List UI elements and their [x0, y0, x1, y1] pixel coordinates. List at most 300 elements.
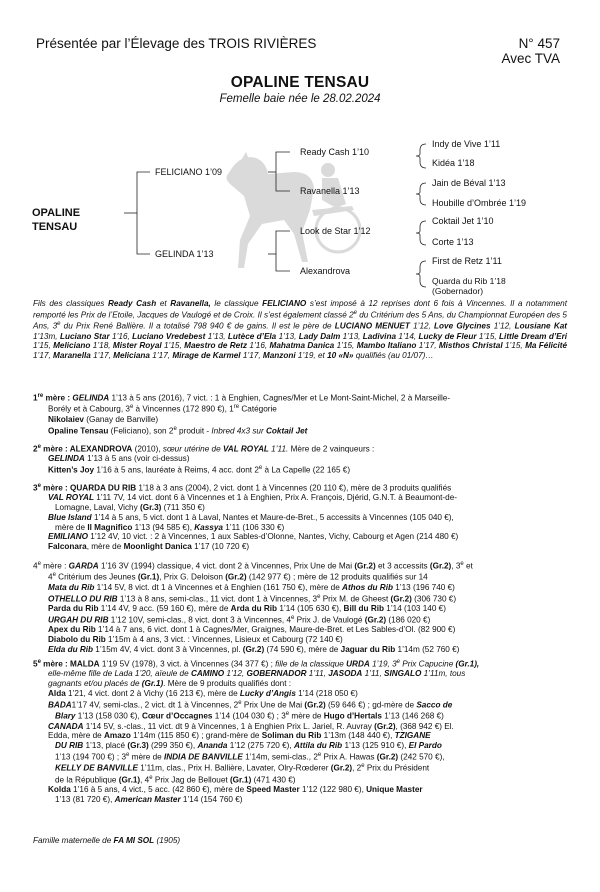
dam-line — [33, 614, 567, 625]
text-run: Prix Jag de Bellouet — [152, 775, 230, 785]
text-run: (Gr.2) — [374, 721, 396, 731]
text-run: mère : QUARDA DU RIB — [40, 483, 137, 493]
text-run: mère : ALEXANDROVA — [40, 444, 133, 454]
text-run: American Master — [114, 795, 181, 805]
text-run: Lomagne, Laval, Vichy — [55, 503, 140, 513]
text-run: (306 730 €) — [411, 594, 457, 604]
text-run: OTHELLO DU RIB — [48, 594, 118, 604]
text-run: 1’14 5V, s.-clas., 11 vict. dt 9 à Vincennes, 1 à Enghien Prix L. Jariel, R. Auvray — [83, 721, 375, 731]
dam-line — [33, 403, 567, 414]
text-run: qualifiés (au 01/07)… — [353, 351, 434, 361]
text-run: 1’12 (275 720 €), — [227, 741, 294, 751]
text-run: 2 — [33, 444, 38, 454]
text-run: , (368 942 €) El. — [395, 721, 454, 731]
horse-subtitle: Femelle baie née le 28.02.2024 — [219, 93, 381, 105]
text-run: 1’17, — [33, 351, 54, 361]
text-run: Mahatma Danica — [269, 341, 335, 351]
text-run: Mambo Italiano — [356, 341, 417, 351]
text-run: 1’11. — [268, 444, 289, 454]
text-run: 1’12 (122 980 €), — [299, 785, 367, 795]
text-run: (Gr.2) — [242, 644, 265, 654]
text-run: , 3 — [451, 561, 461, 571]
text-run: 1’13 à 5 ans (2016), 7 vict. : 1 à Enghien, Cagnes/Mer et Le Mont-Saint-Michel, 2 à Marseille- — [109, 393, 451, 403]
text-run: 1’17, — [150, 351, 173, 361]
text-run: e — [52, 572, 56, 579]
text-run: Lucky de Fleur — [418, 331, 477, 341]
text-run: re — [233, 404, 240, 411]
text-run: EMILIANO — [48, 532, 89, 542]
text-run: 1’14 (154 760 €) — [180, 795, 243, 805]
pedigree-ddd-name: Quarda du Rib 1’18 — [432, 276, 506, 286]
text-run: e — [37, 444, 41, 450]
text-run: LUCIANO MENUET — [334, 321, 410, 331]
text-run: GELINDA — [72, 393, 110, 403]
text-run: (Gr.2) — [376, 752, 399, 762]
text-run: à La Capelle (22 165 €) — [262, 465, 351, 475]
text-run: 5 — [33, 659, 38, 669]
dam-line — [33, 493, 567, 503]
text-run: re — [37, 393, 44, 399]
text-run: DU RIB — [55, 741, 84, 751]
text-run: 1’20, aïeule de — [132, 669, 191, 679]
text-run: 1’12, — [490, 321, 515, 331]
text-run: 1’12 4V, 10 vict. : 2 à Vincennes, 1 aux Sables-d’Olonne, Nantes, Vichy, Cabourg et Agen (214 480 €) — [88, 532, 459, 542]
text-run: GELINDA — [48, 454, 85, 464]
text-run: 1’13 (194 700 €) ; 3 — [55, 752, 127, 762]
text-run: 1’19 5V (1978), 3 vict. à Vincennes (34 377 €) ; — [99, 659, 276, 669]
text-run: 1’14 (218 050 €) — [295, 688, 358, 698]
dam-line — [33, 710, 567, 721]
text-run: Catégorie — [239, 405, 277, 415]
text-run: gagnants et/ou placés de — [48, 679, 142, 689]
text-run: mère : MALDA — [40, 659, 100, 669]
text-run: Opaline Tensau — [48, 426, 109, 436]
text-run: e — [129, 404, 134, 411]
text-run: (471 430 €) — [251, 775, 296, 785]
pedigree-dam-dam: Alexandrova — [300, 266, 351, 276]
text-run: 1’14, — [396, 331, 419, 341]
text-run: du Critérium des 5 Ans, du Championnat Européen des 5 Ans, 3 — [33, 310, 567, 331]
dam-line — [33, 392, 567, 403]
text-run: Lada — [114, 669, 133, 679]
text-run: 3 — [33, 483, 38, 493]
text-run: e — [238, 699, 242, 706]
text-run: 1’13 à 8 ans, semi-clas., 11 vict. dont 1 à Vincennes, 3 — [117, 594, 318, 604]
text-run: e — [291, 614, 295, 621]
dam-section — [33, 658, 567, 805]
text-run: , mère de — [86, 542, 124, 552]
text-run: e — [353, 309, 357, 316]
text-run: s’est imposé à 12 reprises dont 6 fois à Vincennes. Il a notamment remporté les Prix de l’Etoile, Jacques de Vaulogé et de Croix. Il s’est également classé 2 — [33, 299, 567, 320]
horse-name-title: OPALINE TENSAU — [230, 74, 370, 91]
text-run: TZIGANE — [394, 731, 431, 741]
text-run: 1’11, — [306, 669, 329, 679]
text-run: mère : — [40, 561, 69, 571]
text-run: mère de — [289, 711, 324, 721]
text-run: 1’11 (106 330 €) — [222, 522, 285, 532]
text-run: fille de la classique — [275, 659, 347, 669]
text-run: (142 977 €) ; mère de 12 produits qualifiés sur 14 — [246, 573, 428, 583]
text-run: e — [57, 321, 61, 328]
pedigree-sire-dam: Ravanella 1’13 — [300, 186, 360, 196]
text-run: (Gr.2) — [390, 594, 412, 604]
lot-number: N° 457 — [518, 36, 560, 51]
text-run: elle-même fille de — [48, 669, 115, 679]
text-run: 1’12, — [409, 321, 435, 331]
text-run: Blary — [55, 711, 76, 721]
dam-line — [33, 454, 567, 464]
text-run: Nikolaiev — [48, 414, 84, 424]
text-run: 1’17 4V, semi-clas., 2 vict. dt 1 à Vincennes, 2 — [71, 700, 239, 710]
dam-section — [33, 560, 567, 655]
text-run: Meliciano — [53, 341, 91, 351]
dam-line — [33, 443, 567, 454]
text-run: (711 350 €) — [161, 503, 205, 513]
dam-line — [33, 415, 567, 425]
text-run: e — [149, 774, 153, 781]
dam-line — [33, 625, 567, 635]
text-run: Amazo — [104, 731, 131, 741]
text-run: (Feliciano), son 2 — [108, 426, 174, 436]
text-run: Manzoni — [262, 351, 296, 361]
text-run: Lucky d’Angis — [239, 688, 296, 698]
text-run: (Ganay de Banville) — [83, 414, 159, 424]
text-run: 1’13 (81 720 €), — [55, 795, 115, 805]
text-run: Cœur d’Occagnes — [141, 711, 213, 721]
text-run: (Gr.2) — [354, 561, 376, 571]
pedigree-ddd — [432, 276, 506, 296]
text-run: mère de — [55, 522, 88, 532]
text-run: 1 — [33, 393, 38, 403]
text-run: GARDA — [68, 561, 99, 571]
text-run: Falconara — [48, 542, 87, 552]
presented-by: Présentée par l’Élevage des TROIS RIVIÈRES — [36, 36, 317, 51]
text-run: Sacco de — [416, 700, 453, 710]
text-run: Alda — [48, 688, 66, 698]
text-run: URGAH DU RIB — [48, 615, 109, 625]
text-run: . Mère de 9 produits qualifiés dont : — [163, 679, 292, 689]
text-run: SINGALO — [384, 669, 422, 679]
text-run: e — [361, 763, 365, 770]
text-run: Unique Master — [366, 785, 423, 795]
dam-line — [33, 542, 567, 552]
text-run: et — [156, 299, 171, 308]
text-run: 1’14 à 7 ans, 6 vict. dont 1 à Cagnes/Mer, Graignes, Maure-de-Bret. et Les Sables-d’Ol. (82 900 €) — [95, 625, 456, 635]
text-run: Arda du Rib — [230, 604, 278, 614]
pedigree-sds: Jain de Béval 1’13 — [432, 178, 506, 188]
dam-line — [33, 795, 567, 805]
text-run: Mirage de Karmel — [172, 351, 241, 361]
text-run: Prix M. de Gheest — [320, 594, 391, 604]
text-run: 1’14 (105 630 €), — [277, 604, 344, 614]
text-run: 1’13 (196 740 €) — [392, 582, 455, 592]
dam-line — [33, 583, 567, 593]
text-run: 1’17, — [240, 351, 263, 361]
pedigree-ssd: Kidéa 1’18 — [432, 158, 475, 168]
dam-line — [33, 645, 567, 655]
text-run: VAL ROYAL — [222, 444, 269, 454]
text-run: Critérium des Jeunes — [55, 573, 138, 583]
text-run: 1’14m, semi-clas., 2 — [242, 752, 318, 762]
text-run: Ravanella, — [170, 299, 211, 308]
vat-label: Avec TVA — [501, 51, 560, 66]
text-run: Bill du Rib — [343, 604, 385, 614]
text-run: Soliman du Rib — [261, 731, 322, 741]
text-run: Ma Félicité — [525, 341, 567, 351]
text-run: Prix du Président — [364, 764, 430, 774]
text-run: Jaguar du Rib — [340, 644, 396, 654]
text-run: 4 — [48, 573, 53, 583]
text-run: 1’19, 3 — [369, 659, 397, 669]
text-run: 1’12, — [224, 669, 247, 679]
text-run: 1’16 à 5 ans, 4 vict., 5 acc. (42 860 €), mère de — [70, 785, 247, 795]
text-run: e — [37, 561, 41, 567]
text-run: 1’14 (104 030 €) ; 3 — [212, 711, 286, 721]
text-run: (Gr.2) — [330, 764, 353, 774]
dam-line — [33, 513, 567, 523]
text-run: e — [126, 751, 130, 758]
text-run: Prix A. Hawas — [321, 752, 377, 762]
text-run: 1’16, — [109, 331, 133, 341]
dam-section — [33, 392, 567, 436]
text-run: Love Glycines — [434, 321, 491, 331]
text-run: (74 590 €), mère de — [264, 644, 341, 654]
dam-line — [33, 635, 567, 645]
text-run: Meliciana — [113, 351, 150, 361]
text-run: Ananda — [197, 741, 228, 751]
text-run: e — [37, 659, 41, 665]
dam-line — [33, 503, 567, 513]
text-run: Hugo d’Hertals — [323, 711, 382, 721]
dam-line — [33, 741, 567, 751]
text-run: Blue Island — [48, 512, 92, 522]
text-run: (Gr.3) — [127, 741, 149, 751]
dam-line — [33, 658, 567, 669]
text-run: 1’15, — [161, 341, 185, 351]
text-run: (Gr.1) — [137, 573, 160, 583]
text-run: e — [396, 659, 400, 665]
text-run: (1905) — [154, 836, 181, 845]
dam-line — [33, 774, 567, 785]
text-run: 1’17 (10 720 €) — [191, 542, 250, 552]
text-run: 1’17, — [90, 351, 114, 361]
text-run: Prix Capucine — [400, 659, 456, 669]
pedigree-horse-line2: TENSAU — [32, 221, 78, 233]
text-run: INDIA DE BANVILLE — [163, 752, 243, 762]
text-run: (59 646 €) ; gd-mère de — [325, 700, 417, 710]
text-run: 1’13 (94 585 €), — [132, 522, 195, 532]
dam-line — [33, 482, 567, 493]
dam-line — [33, 722, 567, 732]
text-run: URDA — [346, 659, 370, 669]
text-run: (299 350 €), — [148, 741, 198, 751]
text-run: produit - — [176, 426, 212, 436]
pedigree-dam: GELINDA 1’13 — [155, 249, 214, 259]
text-run: Athos du Rib — [342, 582, 393, 592]
dam-line — [33, 785, 567, 795]
text-run: Prix J. de Vaulogé — [294, 615, 365, 625]
text-run: 1’13 à 5 ans (voir ci-dessus) — [84, 454, 190, 464]
pedigree-sss: Indy de Vive 1’11 — [432, 139, 501, 149]
text-run: 1’14 (103 140 €) — [384, 604, 446, 614]
text-run: 1’13, placé — [83, 741, 128, 751]
text-run: (242 570 €), — [398, 752, 445, 762]
text-run: Maestro de Retz — [184, 341, 248, 351]
text-run: 1’14m (52 760 €) — [395, 644, 460, 654]
text-run: e — [173, 425, 177, 432]
text-run: 1’17, — [416, 341, 439, 351]
text-run: Fils des classiques — [33, 299, 108, 308]
dam-line — [33, 751, 567, 762]
text-run: Lutèce d’Ela — [227, 331, 277, 341]
text-run: mère de — [129, 752, 164, 762]
text-run: (Gr.2) — [364, 615, 387, 625]
text-run: 1’15m à 4 ans, 3 vict. : Vincennes, Lisieux et Cabourg (72 140 €) — [105, 635, 343, 645]
text-run: El Pardo — [408, 741, 442, 751]
text-run: 1’13m, — [33, 331, 60, 341]
text-run: , 4 — [140, 775, 150, 785]
text-run: mère : — [43, 393, 73, 403]
text-run: (Gr.1) — [229, 775, 252, 785]
text-run: et — [463, 561, 473, 571]
dam-line — [33, 425, 567, 436]
text-run: BADA — [48, 700, 72, 710]
text-run: CANADA — [48, 721, 84, 731]
text-run: Kitten’s Joy — [48, 465, 95, 475]
text-run: 1’11m, clas., Prix H. Ballière, Lavater, Olry-Rœderer — [137, 764, 331, 774]
pedigree-horse-line1: OPALINE — [32, 207, 81, 219]
text-run: 1’16 3V (1994) classique, 4 vict. dont 2 à Vincennes, Prix Une de Mai — [98, 561, 355, 571]
text-run: FELICIANO — [262, 299, 307, 308]
text-run: Edda — [48, 731, 68, 741]
text-run: Diabolo du Rib — [48, 635, 106, 645]
text-run: , 2 — [352, 764, 362, 774]
text-run: 1’13, — [340, 331, 363, 341]
text-run: 1’13m (148 440 €), — [321, 731, 395, 741]
text-run: Parda du Rib — [48, 604, 99, 614]
dam-line — [33, 593, 567, 604]
text-run: 1’15, — [33, 341, 54, 351]
text-run: KELLY DE BANVILLE — [55, 764, 138, 774]
dam-line — [33, 731, 567, 741]
text-run: Mister Royal — [112, 341, 162, 351]
text-run: (2010), — [132, 444, 163, 454]
dam-line — [33, 604, 567, 614]
text-run: 1’15, — [334, 341, 357, 351]
text-run: Famille maternelle de — [33, 836, 114, 845]
dam-section — [33, 443, 567, 476]
text-run: Borély et à Cabourg, 3 — [48, 405, 130, 415]
text-run: Attila du Rib — [293, 741, 343, 751]
text-run: du Prix René Ballière. Il a totalisé 798 940 € de gains. Il est le père de — [60, 321, 335, 331]
dam-line — [33, 523, 567, 533]
pedigree-sire-sire: Ready Cash 1’10 — [300, 147, 370, 157]
text-run: 1’13 (158 030 €), — [75, 711, 142, 721]
text-run: VAL ROYAL — [48, 493, 94, 503]
text-run: de la République — [55, 775, 119, 785]
text-run: 1’15m 4V, 4 vict. dont 3 à Vincennes, pl. — [93, 644, 243, 654]
text-run: 1’18 à 3 ans (2004), 2 vict. dont 1 à Vincennes (20 110 €), mère de 3 produits qualifiés — [136, 483, 452, 493]
sire-description — [33, 299, 567, 361]
text-run: 1’18, — [90, 341, 113, 351]
text-run: 1’11 7V, 14 vict. dont 6 à Vincennes et 1 à Enghien, Prix A. François, Djérid, G.N.T. à Beaumont-de- — [93, 493, 457, 503]
text-run: 1’14 5V, 8 vict. dt 1 à Vincennes et à Enghien (161 750 €), mère de — [94, 582, 343, 592]
text-run: 1’13, — [205, 331, 228, 341]
text-run: (Gr.1), — [455, 659, 480, 669]
text-run: Kassya — [194, 522, 223, 532]
text-run: Coktail Jet — [266, 426, 308, 436]
text-run: sœur utérine de — [162, 444, 223, 454]
text-run: 1’13, — [276, 331, 299, 341]
text-run: Lousiane Kat — [514, 321, 568, 331]
text-run: Luciano Star — [59, 331, 110, 341]
text-run: 10 «N» — [327, 351, 354, 361]
text-run: FA MI SOL — [113, 836, 155, 845]
text-run: (186 020 €) — [386, 615, 431, 625]
text-run: Mata du Rib — [48, 582, 95, 592]
text-run: (Gr.2) — [225, 573, 247, 583]
text-run: Ready Cash — [108, 299, 157, 308]
text-run: 1’19, et — [295, 351, 328, 361]
text-run: e — [460, 561, 464, 567]
text-run: Inbred 4x3 sur — [211, 426, 266, 436]
text-run: Kolda — [48, 785, 71, 795]
pedigree-dss: Coktail Jet 1’10 — [432, 216, 494, 226]
pedigree-dds: First de Retz 1’11 — [432, 256, 502, 266]
text-run: JASODA — [328, 669, 363, 679]
text-run: Luciano Vredebest — [132, 331, 206, 341]
text-run: 1’13 (125 910 €), — [342, 741, 409, 751]
text-run: le classique — [210, 299, 263, 308]
text-run: Mère de 2 vainqueurs : — [288, 444, 375, 454]
text-run: 1’14 à 5 ans, 5 vict. dont 1 à Laval, Nantes et Maure-de-Bret., 5 accessits à Vincennes (105 040 €), — [91, 512, 454, 522]
text-run: (Gr.3) — [139, 503, 162, 513]
text-run: (Gr.1) — [118, 775, 141, 785]
text-run: e — [285, 711, 290, 718]
text-run: 1’11, — [362, 669, 385, 679]
text-run: e — [258, 465, 263, 472]
text-run: Lady Dalm — [298, 331, 341, 341]
text-run: GOBERNADOR — [246, 669, 307, 679]
text-run: Prix Une de Mai — [241, 700, 305, 710]
dam-line — [33, 699, 567, 710]
text-run: Little Dream d’Eri — [499, 331, 568, 341]
text-run: (Gr.2) — [304, 700, 326, 710]
dam-line — [33, 762, 567, 773]
text-run: 1’14 4V, 9 acc. (59 160 €), mère de — [98, 604, 231, 614]
dam-line — [33, 669, 567, 679]
dam-section — [33, 482, 567, 552]
text-run: Il Magnifico — [87, 522, 133, 532]
text-run: 1’21, 4 vict. dont 2 à Vichy (16 213 €), mère de — [65, 688, 240, 698]
text-run: 1’14m (115 850 €) ; grand-mère de — [130, 731, 262, 741]
pedigree-sdd: Houbille d’Ombrée 1’19 — [432, 198, 527, 208]
text-run: CAMINO — [190, 669, 225, 679]
text-run: , Prix G. Deloison — [159, 573, 226, 583]
text-run: 4 — [33, 561, 38, 571]
dam-line — [33, 464, 567, 475]
text-run: Misthos Christal — [438, 341, 503, 351]
pedigree-horse-name — [32, 206, 80, 234]
text-run: à Vincennes (172 890 €), 1 — [133, 405, 234, 415]
text-run: 1’11m, tous — [421, 669, 466, 679]
text-run: e — [317, 593, 321, 600]
pedigree-dsd: Corte 1’13 — [432, 237, 474, 247]
pedigree-sire: FELICIANO 1’09 — [155, 167, 223, 177]
text-run: 1’13 (146 268 €) — [381, 711, 444, 721]
pedigree-dam-sire: Look de Star 1’12 — [300, 226, 371, 236]
dam-line — [33, 560, 567, 571]
